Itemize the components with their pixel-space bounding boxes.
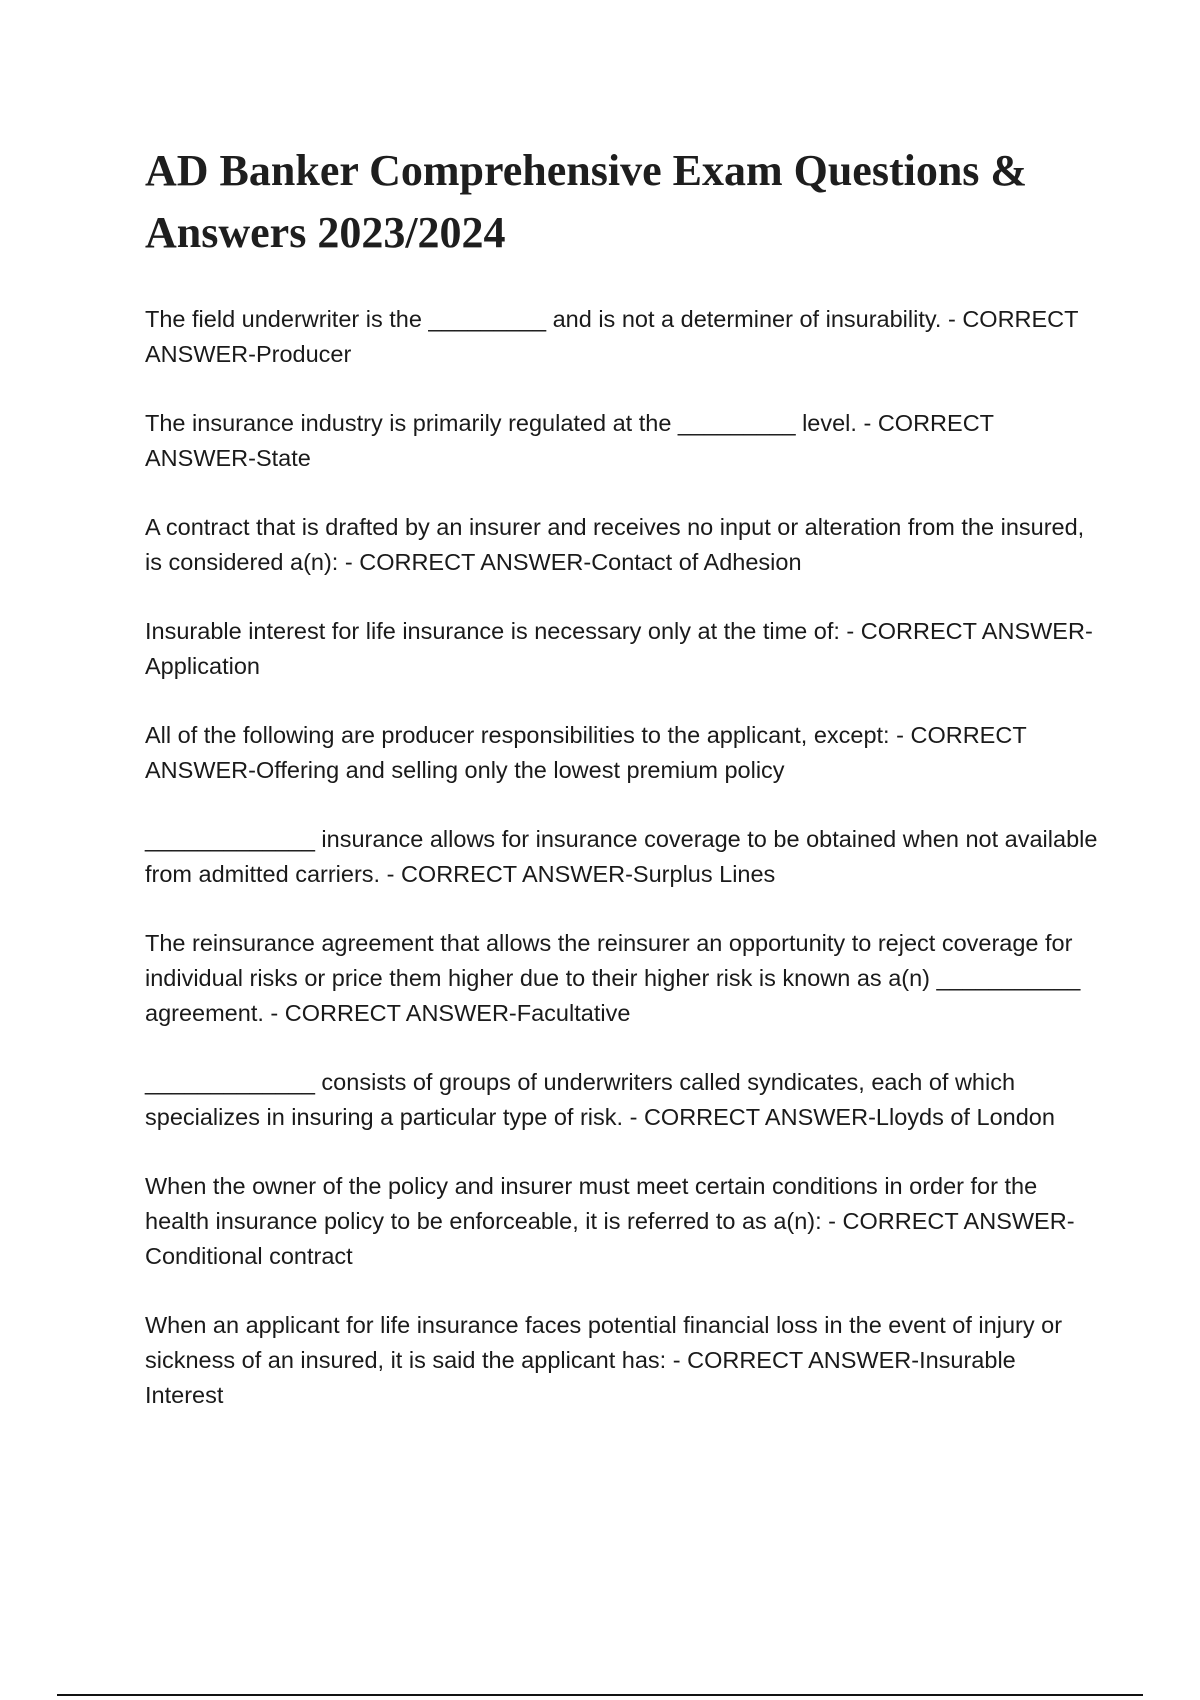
qa-list xyxy=(145,302,1100,1447)
qa-item xyxy=(145,822,1100,892)
answer-separator: - xyxy=(623,1104,644,1130)
answer-text: CORRECT ANSWER-Offering and selling only the lowest premium policy xyxy=(145,722,1027,783)
qa-item xyxy=(145,510,1100,580)
question-text: A contract that is drafted by an insurer and receives no input or alteration from the insured, is considered a(n): xyxy=(145,514,1085,575)
question-text: When the owner of the policy and insurer must meet certain conditions in order for the health insurance policy to be enforceable, it is referred to as a(n): xyxy=(145,1173,1038,1234)
answer-text: CORRECT ANSWER-State xyxy=(145,410,994,471)
answer-separator: - xyxy=(941,306,963,332)
question-text: _____________ insurance allows for insurance coverage to be obtained when not available from admitted carriers. xyxy=(145,826,1098,887)
question-text: Insurable interest for life insurance is necessary only at the time of: xyxy=(145,618,840,644)
answer-separator: - xyxy=(666,1347,688,1373)
answer-text: CORRECT ANSWER-Lloyds of London xyxy=(643,1104,1055,1130)
answer-text: CORRECT ANSWER-Conditional contract xyxy=(145,1208,1075,1269)
answer-separator: - xyxy=(380,861,401,887)
document-title: AD Banker Comprehensive Exam Questions & Answers 2023/2024 xyxy=(145,146,1028,257)
qa-item xyxy=(145,406,1100,476)
answer-text: CORRECT ANSWER-Application xyxy=(145,618,1093,679)
answer-separator: - xyxy=(856,410,878,436)
qa-item xyxy=(145,1065,1100,1135)
qa-item xyxy=(145,1308,1100,1413)
answer-separator: - xyxy=(338,549,360,575)
answer-text: CORRECT ANSWER-Insurable Interest xyxy=(145,1347,1016,1408)
question-text: _____________ consists of groups of underwriters called syndicates, each of which specializes in insuring a particular type of risk. xyxy=(145,1069,1016,1130)
answer-separator: - xyxy=(263,1000,285,1026)
answer-text: CORRECT ANSWER-Facultative xyxy=(284,1000,631,1026)
footer-divider xyxy=(57,1694,1143,1696)
answer-separator: - xyxy=(839,618,861,644)
answer-text: CORRECT ANSWER-Contact of Adhesion xyxy=(359,549,802,575)
answer-separator: - xyxy=(821,1208,843,1234)
question-text: The reinsurance agreement that allows the reinsurer an opportunity to reject coverage for individual risks or price them higher due to their higher risk is known as a(n) ___________ agreement. xyxy=(145,930,1081,1026)
answer-text: CORRECT ANSWER-Surplus Lines xyxy=(400,861,776,887)
qa-item xyxy=(145,926,1100,1031)
qa-item xyxy=(145,614,1100,684)
question-text: When an applicant for life insurance faces potential financial loss in the event of injury or sickness of an insured, it is said the applicant has: xyxy=(145,1312,1063,1373)
qa-item xyxy=(145,718,1100,788)
qa-item xyxy=(145,302,1100,372)
question-text: The insurance industry is primarily regulated at the _________ level. xyxy=(145,410,857,436)
qa-item xyxy=(145,1169,1100,1274)
question-text: The field underwriter is the _________ and is not a determiner of insurability. xyxy=(145,306,942,332)
answer-separator: - xyxy=(889,722,911,748)
answer-text: CORRECT ANSWER-Producer xyxy=(145,306,1079,367)
question-text: All of the following are producer responsibilities to the applicant, except: xyxy=(145,722,890,748)
